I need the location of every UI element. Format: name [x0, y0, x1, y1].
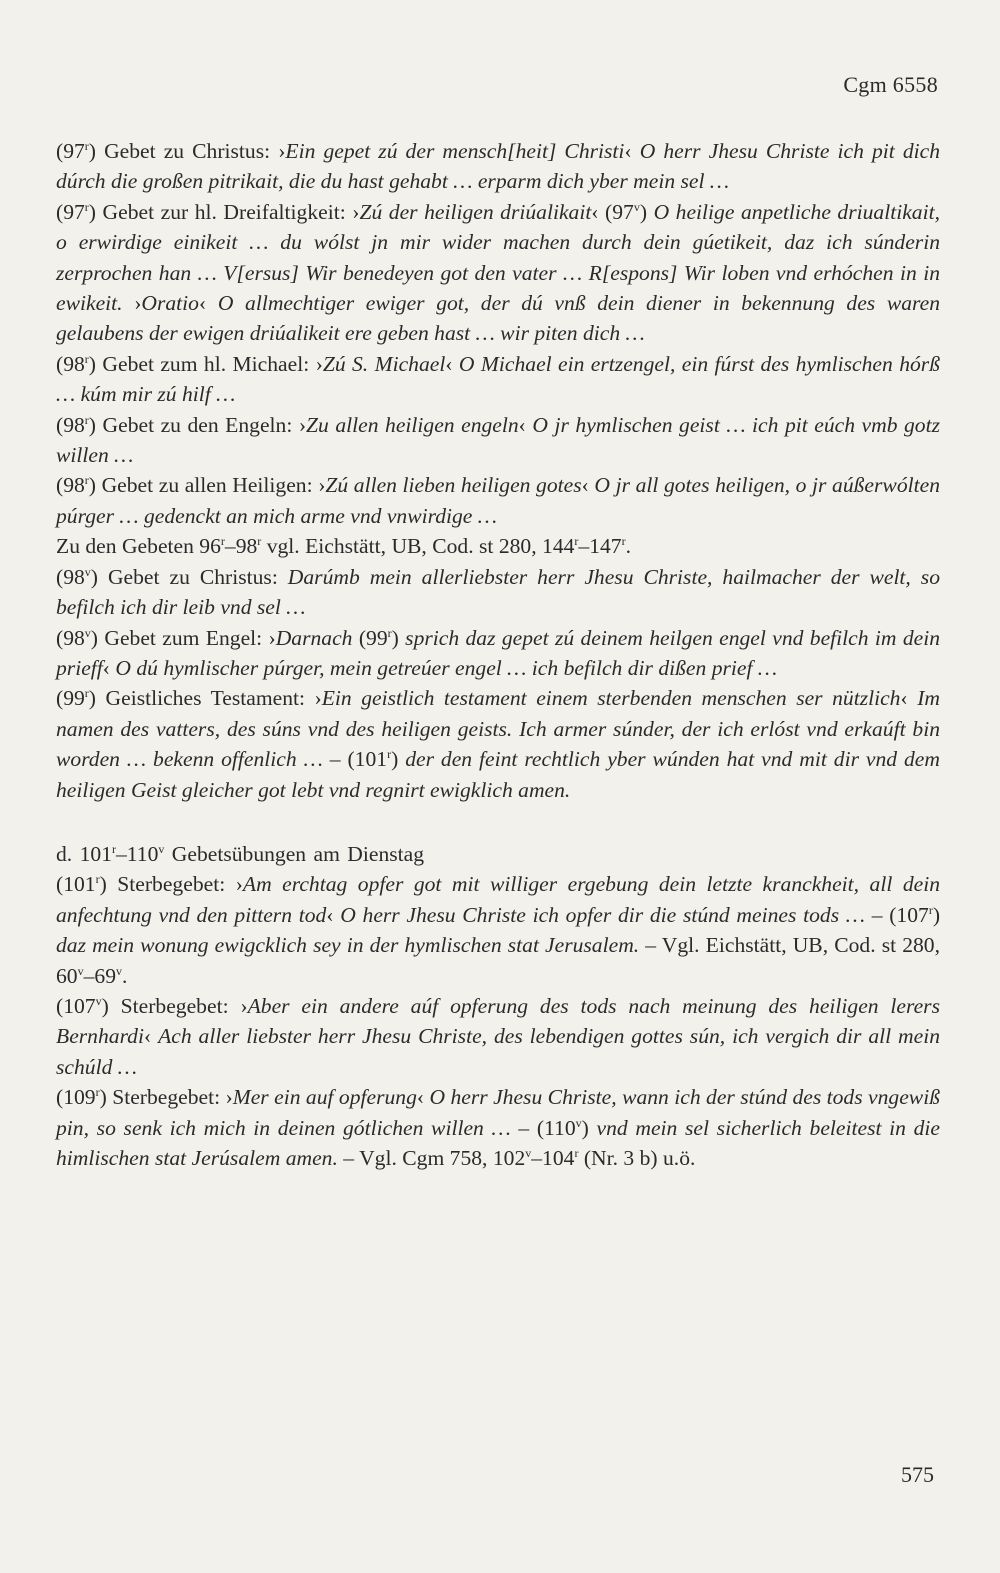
- description-text: ): [391, 747, 406, 772]
- folio-side-superscript: r: [95, 1085, 100, 1100]
- description-text: (99: [352, 625, 388, 650]
- description-text: Gebet zu den Engeln: ›: [96, 412, 307, 437]
- catalog-entry: [56, 470, 940, 531]
- folio-number: 107: [63, 993, 96, 1018]
- folio-side-superscript: r: [84, 686, 89, 701]
- folio-side-superscript: v: [84, 564, 91, 579]
- folio-side-superscript: r: [95, 872, 100, 887]
- description-text: ‹: [581, 473, 595, 498]
- description-text: –110: [115, 841, 159, 866]
- quoted-text: Zu allen heiligen engeln: [306, 412, 519, 437]
- description-text: ‹: [198, 291, 218, 316]
- folio-paren: (: [56, 686, 64, 711]
- folio-number: 98: [63, 625, 85, 650]
- quoted-text: Ein geistlich testament einem sterbenden menschen ser nützlich: [321, 686, 901, 711]
- quoted-text: Darnach: [275, 625, 353, 650]
- folio-paren: ): [90, 625, 98, 650]
- description-text: –147: [578, 534, 622, 559]
- quoted-text: Am erchtag opfer got mit williger ergebung dein letzte kranckheit, all dein anfechtung vnd den pittern tod: [56, 872, 940, 927]
- description-text: ): [932, 902, 941, 927]
- description-text: ‹: [445, 351, 459, 376]
- description-text: ): [639, 199, 654, 224]
- quoted-text: O heilige anpetliche driualtikait, o erwirdige einikeit … du wólst jn mir wider machen durch dein gúetikeit, daz ich súnderin zerprochen han … V[ersus] Wir benedeyen got den vater … R[espons] Wir loben vnd erhóchen in in ewikeit.: [56, 199, 940, 316]
- description-text: Gebet zu Christus:: [98, 564, 288, 589]
- folio-number: 99: [63, 686, 85, 711]
- folio-side-superscript: r: [387, 747, 392, 762]
- catalog-entry: [56, 136, 940, 197]
- catalog-entry: [56, 1082, 940, 1173]
- folio-number: 98: [63, 564, 85, 589]
- description-text: (Nr. 3 b) u.ö.: [578, 1146, 696, 1170]
- description-text: Gebet zu Christus: ›: [96, 139, 286, 163]
- entry-list: [56, 136, 940, 805]
- catalog-entry: [56, 349, 940, 410]
- description-text: ‹: [900, 686, 918, 711]
- folio-paren: ): [88, 473, 96, 498]
- folio-side-superscript: v: [525, 1146, 532, 1160]
- folio-side-superscript: r: [257, 534, 262, 549]
- description-text: Gebet zur hl. Dreifaltigkeit: ›: [96, 199, 360, 224]
- description-text: –104: [531, 1146, 575, 1170]
- folio-number: 98: [63, 351, 85, 376]
- quoted-text: O Michael ein ertzengel, ein fúrst des hymlischen hórß … kúm mir zú hilf …: [56, 351, 940, 407]
- folio-side-superscript: r: [84, 199, 89, 214]
- description-text: ‹ (97: [591, 199, 634, 224]
- quoted-text: Zú S. Michael: [322, 351, 446, 376]
- folio-paren: (: [56, 564, 64, 589]
- section-entry-list: [56, 869, 940, 1173]
- folio-paren: ): [90, 564, 98, 589]
- section-dienstag: [56, 805, 940, 1173]
- folio-side-superscript: v: [158, 841, 165, 856]
- quoted-text: der den feint rechtlich yber wúnden hat vnd mit dir vnd dem heiligen Geist gleicher got lebt vnd regnirt ewigklich amen.: [56, 747, 940, 802]
- folio-paren: ): [88, 686, 96, 711]
- catalog-body: [56, 136, 940, 1173]
- description-text: Gebet zum hl. Michael: ›: [96, 351, 323, 376]
- description-text: –98: [224, 534, 258, 559]
- folio-side-superscript: r: [84, 351, 89, 366]
- description-text: ‹: [326, 902, 341, 927]
- folio-paren: ): [99, 872, 107, 897]
- folio-side-superscript: v: [95, 993, 102, 1008]
- folio-number: 109: [63, 1085, 96, 1110]
- folio-side-superscript: r: [574, 1146, 579, 1160]
- catalog-entry: [56, 869, 940, 991]
- description-text: Gebet zu allen Heiligen: ›: [96, 473, 326, 498]
- quoted-text: Ein gepet zú der mensch[heit] Christi: [285, 139, 625, 163]
- description-text: ‹: [624, 139, 640, 163]
- folio-paren: (: [56, 139, 64, 163]
- folio-side-superscript: r: [574, 534, 579, 549]
- folio-side-superscript: v: [84, 625, 91, 640]
- catalog-entry: [56, 197, 940, 349]
- folio-paren: (: [56, 351, 64, 376]
- folio-paren: ): [88, 351, 96, 376]
- description-text: Zu den Gebeten 96: [56, 534, 221, 559]
- quoted-text: Im namen des vatters, des súns vnd des heiligen geists. Ich armer súnder, der ich erlóst vnd erkaúft bin worden … bekenn offenlich …: [56, 686, 940, 772]
- folio-paren: (: [56, 1085, 64, 1110]
- description-text: ‹: [102, 655, 116, 680]
- description-text: Sterbegebet: ›: [106, 1085, 233, 1110]
- folio-side-superscript: v: [575, 1115, 582, 1130]
- folio-paren: (: [56, 872, 64, 897]
- section-title: [56, 839, 940, 869]
- folio-side-superscript: r: [84, 412, 89, 427]
- folio-paren: ): [101, 993, 109, 1018]
- description-text: d. 101: [56, 841, 112, 866]
- folio-side-superscript: r: [621, 534, 626, 549]
- description-text: Gebet zum Engel: ›: [98, 625, 276, 650]
- catalog-entry: [56, 562, 940, 623]
- folio-paren: ): [88, 199, 96, 224]
- description-text: vgl. Eichstätt, UB, Cod. st 280, 144: [261, 534, 575, 559]
- folio-number: 101: [63, 872, 96, 897]
- folio-number: 97: [63, 199, 85, 224]
- quoted-text: Mer ein auf opferung: [232, 1085, 417, 1110]
- quoted-text: vnd mein sel sicherlich beleitest in die himlischen stat Jerúsalem amen.: [56, 1115, 940, 1170]
- folio-side-superscript: r: [111, 841, 116, 856]
- quoted-text: O jr hymlischen geist … ich pit eúch vmb gotz willen …: [56, 412, 941, 468]
- folio-side-superscript: r: [220, 534, 225, 549]
- folio-side-superscript: r: [84, 139, 89, 153]
- quoted-text: O allmechtiger ewiger got, der dú vnß dein diener in bekennung des waren gelaubens der ewigen driúalikeit ere geben hast … wir piten dich …: [56, 291, 941, 346]
- description-text: Sterbegebet: ›: [106, 872, 243, 897]
- folio-paren: ): [99, 1085, 107, 1110]
- folio-number: 97: [63, 139, 85, 163]
- catalog-entry: [56, 991, 940, 1082]
- catalog-entry: [56, 410, 940, 471]
- quoted-text: O herr Jhesu Christe, wann ich der stúnd des tods vngewiß pin, so senk ich mich in deinen gótlichen willen …: [56, 1085, 941, 1140]
- folio-paren: (: [56, 993, 64, 1018]
- description-text: Geistliches Testament: ›: [96, 686, 322, 711]
- folio-side-superscript: v: [77, 963, 84, 978]
- catalog-entry: [56, 623, 940, 684]
- folio-number: 98: [63, 473, 85, 498]
- description-text: –69: [83, 963, 116, 988]
- quoted-text: O herr Jhesu Christe ich opfer dir die stúnd meines tods …: [340, 902, 866, 927]
- quoted-text: Zú der heiligen driúalikait: [359, 199, 592, 224]
- description-text: – Vgl. Eichstätt, UB, Cod. st 280, 60: [56, 933, 940, 988]
- description-text: Sterbegebet: ›: [108, 993, 248, 1018]
- description-text: – Vgl. Cgm 758, 102: [337, 1146, 526, 1170]
- description-text: – (101: [322, 747, 388, 772]
- description-text: ‹: [518, 412, 533, 437]
- catalog-entry: [56, 531, 940, 561]
- description-text: – (107: [865, 902, 929, 927]
- description-text: ): [581, 1115, 597, 1140]
- quoted-text: Darúmb mein allerliebster herr Jhesu Christe, hailmacher der welt, so befilch ich dir leib vnd sel …: [56, 564, 940, 620]
- folio-side-superscript: r: [928, 902, 933, 917]
- description-text: ‹: [416, 1085, 430, 1110]
- running-title: Cgm 6558: [843, 72, 938, 97]
- description-text: .: [625, 534, 631, 559]
- quoted-text: O herr Jhesu Christe ich pit dich dúrch die großen pitrikait, die du hast gehabt … erparm dich yber mein sel …: [56, 139, 940, 194]
- description-text: ): [391, 625, 406, 650]
- quoted-text: O dú hymlischer púrger, mein getreúer engel … ich befilch dir dißen prief …: [115, 655, 778, 680]
- quoted-text: Aber ein andere aúf opferung des tods nach meinung des heiligen lerers Bernhardi: [56, 993, 940, 1049]
- description-text: – (110: [510, 1115, 576, 1140]
- folio-side-superscript: v: [633, 199, 640, 214]
- folio-side-superscript: r: [84, 473, 89, 488]
- folio-paren: ): [88, 139, 96, 163]
- description-text: .: [121, 963, 128, 988]
- description-text: ‹: [143, 1024, 159, 1049]
- description-text: ›: [122, 291, 142, 316]
- folio-side-superscript: r: [387, 625, 392, 640]
- quoted-text: O jr all gotes heiligen, o jr aúßerwólten púrger … gedenckt an mich arme vnd vnwirdige …: [56, 473, 940, 528]
- description-text: Gebetsübungen am Dienstag: [164, 841, 425, 866]
- folio-paren: ): [88, 412, 96, 437]
- catalog-entry: [56, 683, 940, 805]
- folio-side-superscript: v: [115, 963, 122, 978]
- folio-paren: (: [56, 473, 64, 498]
- folio-paren: (: [56, 412, 64, 437]
- page-number: 575: [901, 1462, 934, 1487]
- folio-number: 98: [63, 412, 85, 437]
- quoted-text: Zú allen lieben heiligen gotes: [325, 473, 582, 498]
- quoted-text: Ach aller liebster herr Jhesu Christe, des lebendigen gottes sún, ich vergich dir all mein schúld …: [56, 1024, 941, 1079]
- folio-paren: (: [56, 199, 64, 224]
- quoted-text: daz mein wonung ewigcklich sey in der hymlischen stat Jerusalem.: [56, 933, 640, 958]
- folio-paren: (: [56, 625, 64, 650]
- quoted-text: Oratio: [141, 291, 199, 316]
- quoted-text: sprich daz gepet zú deinem heilgen engel vnd befilch im dein prieff: [56, 625, 940, 680]
